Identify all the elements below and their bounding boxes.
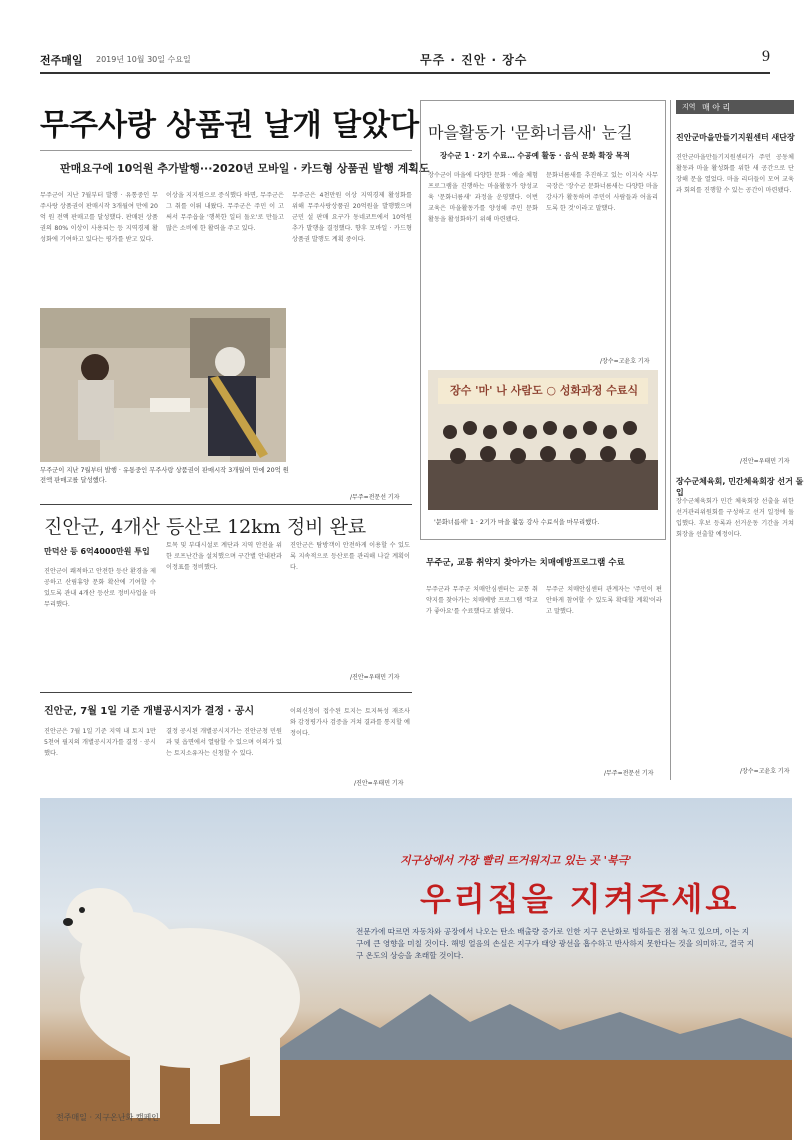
- article3-byline: /진안=우태민 기자: [350, 674, 400, 681]
- sidebar-item2-byline: /장수=고윤호 기자: [740, 768, 790, 775]
- article1-photo-caption: 무주군이 지난 7월부터 발행 · 유통중인 무주사랑 상품권이 판매시작 3개월여 만에 20억 원 전액 판매고를 달성했다.: [40, 467, 289, 484]
- article5-col1: 무주군과 무주군 치매안심센터는 교통 취약지를 찾아가는 치매예방 프로그램 '학교가 좋아요'를 수료했다고 밝혔다.: [426, 586, 538, 615]
- sidebar-item2-body: 장수군체육회가 민간 체육회장 선출을 위한 선거관리위원회를 구성하고 선거 일정에 돌입했다. 후보 등록과 선거운동 기간을 거쳐 회장을 선출할 예정이다.: [676, 498, 794, 538]
- ad-tagline: 지구상에서 가장 빨리 뜨거워지고 있는 곳 '북극': [400, 854, 632, 867]
- sidebar-item1-byline: /진안=우태민 기자: [740, 458, 790, 465]
- article2-photo: [428, 370, 658, 510]
- sidebar-item2-title: 장수군체육회, 민간체육회장 선거 돌입: [676, 477, 804, 497]
- article4-col2: 결정 공시된 개별공시지가는 진안군청 민원과 및 읍면에서 열람할 수 있으며 이의가 있는 토지소유자는 신청할 수 있다.: [166, 728, 282, 757]
- article1-subhead: 판매요구에 10억원 추가발행···2020년 모바일 · 카드형 상품권 발행 계획도: [60, 162, 430, 175]
- article2-subhead: 장수군 1 · 2기 수료… 수공예 활동 · 음식 문화 확장 목적: [440, 151, 631, 160]
- sidebar-tag-label: 지역: [682, 103, 696, 111]
- article3-col3: 진안군은 탐방객이 안전하게 이용할 수 있도록 지속적으로 등산로를 관리해 나갈 계획이다.: [290, 542, 410, 571]
- article3-subhead: 만덕산 등 6억4000만원 투입: [44, 547, 150, 556]
- article5-headline: 무주군, 교통 취약지 찾아가는 치매예방프로그램 수료: [426, 558, 625, 568]
- ad-footer: 전주매일 · 지구온난화 캠페인: [56, 1113, 159, 1122]
- article1-headline: 무주사랑 상품권 날개 달았다: [40, 108, 420, 143]
- section-title: 무주 · 진안 · 장수: [420, 53, 528, 67]
- article4-headline: 진안군, 7월 1일 기준 개별공시지가 결정 · 공시: [44, 706, 255, 717]
- article1-byline: /무주=전문선 기자: [350, 494, 400, 501]
- sidebar-tag-title: 매 아 리: [702, 103, 731, 112]
- article2-photo-caption: '문화너름새' 1 · 2기가 마을 활동 강사 수료식을 마무리했다.: [434, 519, 600, 526]
- page-number: 9: [762, 48, 770, 65]
- article2-byline: /장수=고윤호 기자: [600, 358, 650, 365]
- article4-byline: /진안=우태민 기자: [354, 780, 404, 787]
- article3-col1: 진안군이 쾌적하고 안전한 등산 환경을 제공하고 산림휴양 문화 확산에 기여할 수 있도록 관내 4개산 등산로 정비사업을 마무리했다.: [44, 568, 156, 608]
- article1-col2: 이상을 지지원으로 증식했다 하면, 무주군은 그 취를 이뤄 내왔다. 무주군은 주민 이 고 써서 무주읍을 '행복한 일터 돌오'로 만들고 많은 소비에 한 활력을 주고 있다.: [166, 192, 284, 232]
- climate-ad: [40, 798, 792, 1140]
- sidebar-item1-title: 진안군마을만들기지원센터 새단장: [676, 133, 795, 142]
- divider: [40, 150, 412, 151]
- sidebar-tag: [676, 100, 794, 114]
- article4-col1: 진안군은 7월 1일 기준 지역 내 토지 1만5천여 필지의 개별공시지가를 결정 · 공시했다.: [44, 728, 156, 757]
- ad-body: 전문가에 따르면 자동차와 공장에서 나오는 탄소 배출량 증가로 인한 지구 온난화로 빙하들은 점점 녹고 있으며, 이는 지구에 큰 영향을 미칠 것이다. 해빙 얼음의 손실은 지구가 태양 광선을 흡수하고 반사하지 못한다는 것을 의미하고, 결국 지구 온도의 상승을 초래할 것이다.: [356, 927, 754, 960]
- sidebar-item1-body: 진안군마을만들기지원센터가 주민 공동체 활동과 마을 활성화를 위한 새 공간으로 단장해 문을 열었다. 마을 리더들이 모여 교육과 회의를 진행할 수 있는 공간이 마련됐다.: [676, 154, 794, 194]
- ad-title: 우리집을 지켜주세요: [420, 880, 740, 918]
- article2-col1: 장수군이 마을에 다양한 문화 · 예술 체험 프로그램을 진행하는 마을활동가 양성교육 '문화너름새' 과정을 운영했다. 이번 교육은 마을활동가를 양성해 주민 문화 활동을 활성화하기 위해 마련됐다.: [428, 172, 538, 223]
- article3-col2: 토목 및 부대시설로 계단과 지역 안전을 위한 로프난간을 설치했으며 구간별 안내판과 이정표를 정비했다.: [166, 542, 282, 571]
- article3-headline: 진안군, 4개산 등산로 12km 정비 완료: [44, 516, 367, 538]
- sidebar-divider: [670, 100, 671, 780]
- article5-col2: 무주군 치매안심센터 관계자는 '주민이 편안하게 참여할 수 있도록 확대할 계획'이라고 말했다.: [546, 586, 662, 615]
- divider: [40, 504, 412, 505]
- issue-date: 2019년 10월 30일 수요일: [96, 55, 191, 64]
- article2-headline: 마을활동가 '문화너름새' 눈길: [428, 123, 633, 142]
- divider: [40, 692, 412, 693]
- article2-photo-banner: 장수 '마' 나 사람도 ○ 성화과정 수료식: [450, 384, 639, 397]
- article1-col1: 무주군이 지난 7월부터 발행 · 유통중인 무주사랑 상품권이 판매시작 3개월여 만에 20억 원 전액 판매고를 달성했다. 판매된 상품권의 80% 이상이 사용되는 등 지역경제 활성화에 기여하고 있다는 평가를 받고 있다.: [40, 192, 158, 243]
- article5-byline: /무주=전문선 기자: [604, 770, 654, 777]
- article1-col3: 무주군은 4천만원 이상 지역경제 활성화를 위해 무주사랑상품권 20억원을 발행했으며 군민 설 판매 요구가 동네코트에서 10억원 추가 발행을 결정했다. 향후 모바일 · 카드형 상품권 발행도 계획 중이다.: [292, 192, 412, 243]
- article2-col2: 문화너름새를 추진하고 있는 이지숙 사무국장은 '장수군 문화너름새는 다양한 마을 강사가 활동하며 주민이 사람들과 어울리도록 한 것'이라고 말했다.: [546, 172, 658, 212]
- article4-col3: 이의신청이 접수된 토지는 토지특성 재조사와 감정평가사 검증을 거쳐 결과를 통지할 예정이다.: [290, 708, 410, 737]
- masthead: [40, 48, 770, 74]
- article1-photo: [40, 308, 286, 462]
- newspaper-logo: 전주매일: [40, 54, 83, 67]
